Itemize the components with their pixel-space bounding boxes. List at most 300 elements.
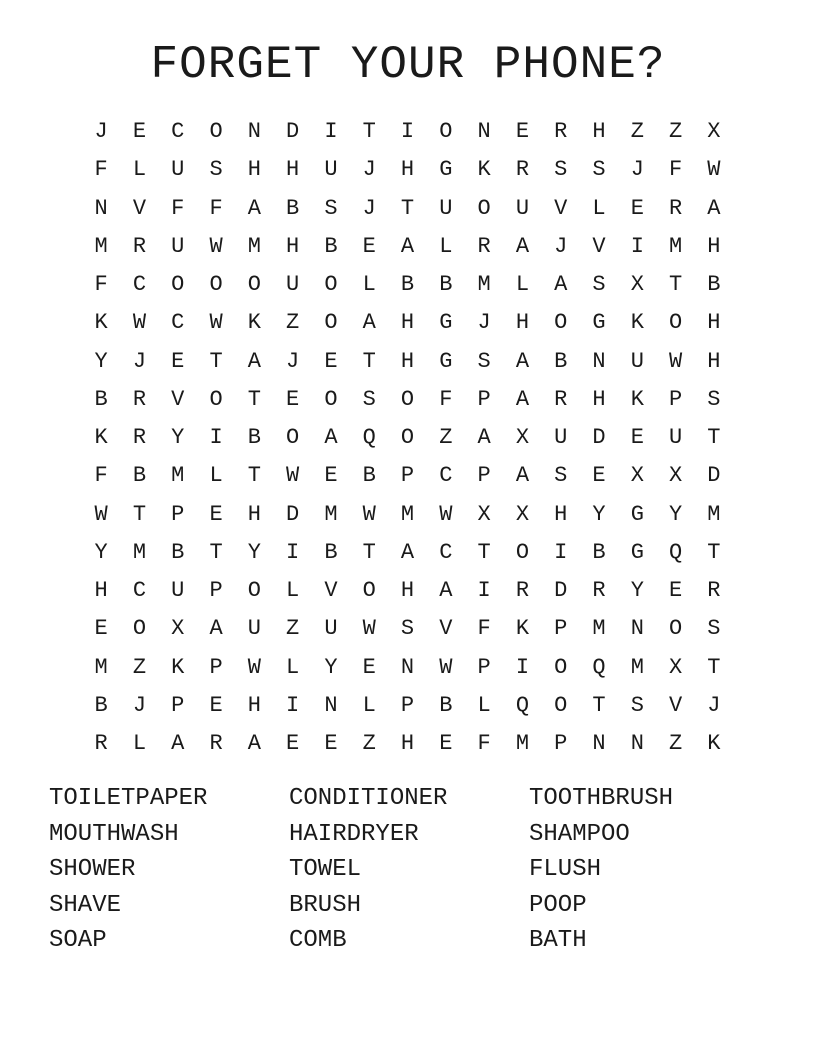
grid-letter: B [324,233,338,259]
grid-letter: Y [171,425,185,451]
grid-letter: S [707,386,721,412]
grid-letter: A [439,578,453,604]
word-list-item: SHAVE [49,891,122,919]
grid-row [82,343,733,381]
grid-letter: Y [247,539,261,565]
grid-letter: E [515,119,530,145]
grid-letter: T [707,539,721,565]
grid-letter: R [477,233,491,259]
grid-letter: V [171,386,185,412]
grid-letter: G [592,310,606,336]
grid-letter: J [477,310,491,336]
grid-letter: L [515,272,530,298]
grid-letter: B [132,463,147,489]
grid-letter: B [247,425,261,451]
grid-letter: P [209,654,223,680]
grid-letter: O [669,616,683,642]
grid-letter: W [439,501,453,527]
grid-letter: S [554,157,568,183]
grid-letter: F [439,386,453,412]
grid-letter: A [707,195,721,221]
grid-letter: T [477,539,491,565]
grid-letter: O [324,386,338,412]
grid-letter: R [132,233,147,259]
grid-letter: X [707,119,721,145]
grid-row [82,228,733,266]
grid-row [82,610,733,648]
grid-letter: O [400,425,415,451]
grid-letter: S [592,157,606,183]
grid-letter: Y [669,501,683,527]
grid-letter: M [630,654,644,680]
grid-letter: X [669,654,683,680]
grid-letter: V [132,195,147,221]
grid-letter: P [400,692,415,718]
grid-letter: A [247,195,261,221]
letter-grid [82,113,733,763]
grid-letter: P [477,463,491,489]
grid-letter: T [362,348,376,374]
grid-row [82,113,733,151]
grid-letter: E [362,233,376,259]
grid-row [82,687,733,725]
grid-letter: J [132,348,147,374]
grid-letter: I [400,119,415,145]
grid-letter: X [630,272,644,298]
grid-letter: B [94,386,108,412]
grid-letter: O [362,578,376,604]
grid-letter: E [171,348,185,374]
grid-row [82,572,733,610]
grid-letter: E [669,578,683,604]
word-list-item: FLUSH [529,856,602,884]
grid-letter: V [669,692,683,718]
grid-letter: U [669,425,683,451]
grid-letter: L [362,272,376,298]
grid-letter: B [554,348,568,374]
grid-letter: I [286,692,300,718]
grid-letter: E [630,195,644,221]
grid-letter: D [286,119,300,145]
grid-letter: R [554,386,568,412]
grid-letter: Y [94,539,108,565]
grid-letter: H [707,310,721,336]
grid-letter: F [171,195,185,221]
grid-letter: K [707,731,721,757]
grid-letter: O [554,310,568,336]
grid-letter: A [247,731,261,757]
grid-letter: N [477,119,491,145]
grid-letter: G [439,310,453,336]
word-list-item: CONDITIONER [289,785,448,812]
grid-letter: E [94,616,108,642]
grid-letter: E [132,119,147,145]
word-list-item: TOILETPAPER [49,785,208,812]
grid-letter: H [247,501,261,527]
grid-letter: C [171,310,185,336]
grid-letter: O [324,272,338,298]
grid-letter: W [209,233,223,259]
grid-letter: C [132,578,147,604]
word-list-item: COMB [289,927,347,955]
grid-letter: B [362,463,376,489]
grid-letter: X [477,501,491,527]
grid-letter: L [477,692,491,718]
grid-letter: P [171,692,185,718]
grid-letter: A [324,425,338,451]
grid-letter: M [707,501,721,527]
grid-letter: T [247,386,261,412]
grid-letter: Q [669,539,683,565]
grid-letter: S [554,463,568,489]
grid-letter: P [477,386,491,412]
grid-letter: L [286,578,300,604]
grid-letter: C [439,463,453,489]
grid-letter: Y [324,654,338,680]
grid-letter: E [324,348,338,374]
word-list-item: SHAMPOO [529,820,630,848]
grid-letter: S [477,348,491,374]
grid-row [82,649,733,687]
grid-letter: T [669,272,683,298]
grid-letter: N [630,616,644,642]
grid-letter: O [477,195,491,221]
grid-letter: P [554,731,568,757]
grid-letter: Q [592,654,606,680]
grid-letter: H [400,310,415,336]
grid-letter: M [515,731,530,757]
grid-row [82,419,733,457]
grid-letter: R [209,731,223,757]
word-list-item: MOUTHWASH [49,820,179,848]
grid-letter: H [286,233,300,259]
grid-letter: K [94,425,108,451]
grid-letter: C [439,539,453,565]
grid-letter: H [592,119,606,145]
grid-letter: S [400,616,415,642]
grid-letter: W [707,157,721,183]
grid-letter: H [400,157,415,183]
word-list [49,782,769,960]
grid-letter: M [400,501,415,527]
grid-letter: E [324,731,338,757]
grid-letter: D [554,578,568,604]
grid-letter: H [247,157,261,183]
grid-letter: W [362,616,376,642]
grid-letter: M [94,233,108,259]
grid-row [82,151,733,189]
grid-letter: T [592,692,606,718]
grid-letter: T [209,539,223,565]
grid-letter: J [707,692,721,718]
grid-letter: N [592,348,606,374]
grid-letter: A [515,386,530,412]
grid-letter: P [554,616,568,642]
grid-letter: X [630,463,644,489]
grid-letter: V [554,195,568,221]
grid-letter: Z [439,425,453,451]
grid-letter: E [630,425,644,451]
grid-letter: O [209,386,223,412]
grid-letter: S [630,692,644,718]
grid-letter: J [94,119,108,145]
grid-letter: B [592,539,606,565]
grid-letter: X [669,463,683,489]
grid-letter: I [324,119,338,145]
grid-letter: B [286,195,300,221]
grid-letter: G [439,348,453,374]
word-list-item: BATH [529,927,587,955]
grid-letter: N [247,119,261,145]
grid-letter: M [592,616,606,642]
grid-letter: N [400,654,415,680]
grid-letter: R [515,157,530,183]
grid-letter: L [592,195,606,221]
grid-row [82,496,733,534]
grid-letter: C [171,119,185,145]
grid-letter: R [94,731,108,757]
grid-letter: Z [132,654,147,680]
grid-letter: T [400,195,415,221]
grid-letter: U [171,578,185,604]
grid-letter: O [324,310,338,336]
grid-letter: V [592,233,606,259]
grid-letter: O [209,272,223,298]
grid-letter: M [132,539,147,565]
grid-row [82,304,733,342]
grid-letter: R [132,425,147,451]
grid-letter: Y [94,348,108,374]
grid-letter: J [362,157,376,183]
grid-letter: T [209,348,223,374]
grid-letter: G [630,501,644,527]
grid-letter: H [707,233,721,259]
grid-letter: L [132,731,147,757]
grid-letter: B [324,539,338,565]
grid-letter: E [286,731,300,757]
grid-letter: Q [362,425,376,451]
grid-letter: M [171,463,185,489]
grid-letter: E [209,692,223,718]
grid-letter: W [132,310,147,336]
grid-letter: V [324,578,338,604]
word-list-item: SHOWER [49,856,136,884]
grid-letter: J [286,348,300,374]
grid-letter: Z [669,731,683,757]
grid-letter: H [707,348,721,374]
grid-letter: U [324,616,338,642]
grid-letter: A [400,539,415,565]
grid-letter: U [439,195,453,221]
grid-letter: H [400,731,415,757]
grid-letter: L [439,233,453,259]
grid-letter: T [247,463,261,489]
grid-letter: K [630,310,644,336]
grid-letter: M [477,272,491,298]
grid-letter: H [94,578,108,604]
grid-letter: F [94,463,108,489]
grid-letter: S [209,157,223,183]
grid-letter: L [286,654,300,680]
grid-letter: S [707,616,721,642]
grid-letter: A [362,310,376,336]
grid-letter: H [400,348,415,374]
grid-letter: Y [630,578,644,604]
grid-letter: Z [669,119,683,145]
grid-letter: O [247,272,261,298]
grid-letter: A [554,272,568,298]
grid-letter: E [362,654,376,680]
grid-letter: I [630,233,644,259]
grid-letter: S [362,386,376,412]
grid-letter: I [209,425,223,451]
grid-letter: U [630,348,644,374]
grid-letter: B [400,272,415,298]
grid-letter: O [247,578,261,604]
grid-letter: P [400,463,415,489]
grid-letter: U [171,157,185,183]
grid-letter: S [324,195,338,221]
grid-row [82,534,733,572]
grid-letter: W [286,463,300,489]
grid-letter: W [94,501,108,527]
grid-letter: I [515,654,530,680]
grid-letter: P [477,654,491,680]
grid-letter: O [400,386,415,412]
grid-letter: W [209,310,223,336]
grid-letter: D [592,425,606,451]
grid-letter: L [362,692,376,718]
grid-letter: T [362,539,376,565]
grid-letter: E [324,463,338,489]
grid-letter: A [515,348,530,374]
grid-letter: J [630,157,644,183]
grid-letter: I [554,539,568,565]
grid-letter: R [515,578,530,604]
page-title: FORGET YOUR PHONE? [150,39,666,91]
grid-letter: T [362,119,376,145]
word-list-item: BRUSH [289,891,362,919]
grid-letter: P [171,501,185,527]
grid-letter: B [439,692,453,718]
grid-letter: A [171,731,185,757]
grid-letter: O [554,654,568,680]
grid-letter: Z [286,616,300,642]
grid-letter: B [439,272,453,298]
grid-letter: W [439,654,453,680]
word-list-item: TOOTHBRUSH [529,785,674,812]
grid-letter: I [477,578,491,604]
grid-letter: C [132,272,147,298]
grid-letter: O [669,310,683,336]
grid-letter: W [669,348,683,374]
word-list-item: SOAP [49,927,107,955]
grid-letter: R [707,578,721,604]
grid-letter: U [286,272,300,298]
grid-letter: A [515,463,530,489]
grid-letter: X [515,425,530,451]
grid-letter: A [515,233,530,259]
grid-letter: Z [286,310,300,336]
grid-letter: U [515,195,530,221]
grid-letter: R [592,578,606,604]
grid-row [82,266,733,304]
grid-letter: L [132,157,147,183]
grid-letter: F [94,157,108,183]
grid-letter: J [554,233,568,259]
grid-letter: Z [362,731,376,757]
grid-letter: D [707,463,721,489]
grid-letter: O [515,539,530,565]
grid-letter: K [171,654,185,680]
grid-letter: M [669,233,683,259]
grid-letter: H [554,501,568,527]
grid-letter: B [171,539,185,565]
grid-letter: M [247,233,261,259]
grid-letter: B [94,692,108,718]
word-list-item: HAIRDRYER [289,820,419,848]
grid-letter: P [209,578,223,604]
grid-letter: I [286,539,300,565]
grid-letter: U [324,157,338,183]
grid-row [82,190,733,228]
grid-letter: T [132,501,147,527]
grid-letter: A [477,425,491,451]
grid-letter: N [324,692,338,718]
grid-letter: T [707,654,721,680]
grid-letter: E [209,501,223,527]
grid-letter: E [286,386,300,412]
grid-letter: E [592,463,606,489]
grid-letter: F [477,616,491,642]
grid-letter: O [171,272,185,298]
grid-letter: A [400,233,415,259]
grid-letter: O [132,616,147,642]
grid-letter: W [247,654,261,680]
grid-letter: N [630,731,644,757]
grid-letter: H [286,157,300,183]
grid-letter: T [707,425,721,451]
grid-letter: M [324,501,338,527]
grid-letter: U [171,233,185,259]
grid-letter: R [669,195,683,221]
grid-letter: G [439,157,453,183]
grid-letter: S [592,272,606,298]
grid-letter: F [669,157,683,183]
grid-letter: K [630,386,644,412]
grid-letter: K [515,616,530,642]
grid-letter: U [247,616,261,642]
word-list-item: POOP [529,891,587,919]
grid-letter: F [94,272,108,298]
grid-letter: L [209,463,223,489]
word-list-item: TOWEL [289,856,362,884]
grid-letter: G [630,539,644,565]
grid-letter: V [439,616,453,642]
grid-row [82,457,733,495]
grid-letter: J [362,195,376,221]
grid-letter: H [515,310,530,336]
grid-letter: B [707,272,721,298]
grid-letter: A [209,616,223,642]
grid-letter: O [554,692,568,718]
grid-letter: W [362,501,376,527]
grid-letter: K [477,157,491,183]
grid-letter: H [592,386,606,412]
grid-letter: Z [630,119,644,145]
grid-letter: X [515,501,530,527]
grid-letter: N [94,195,108,221]
